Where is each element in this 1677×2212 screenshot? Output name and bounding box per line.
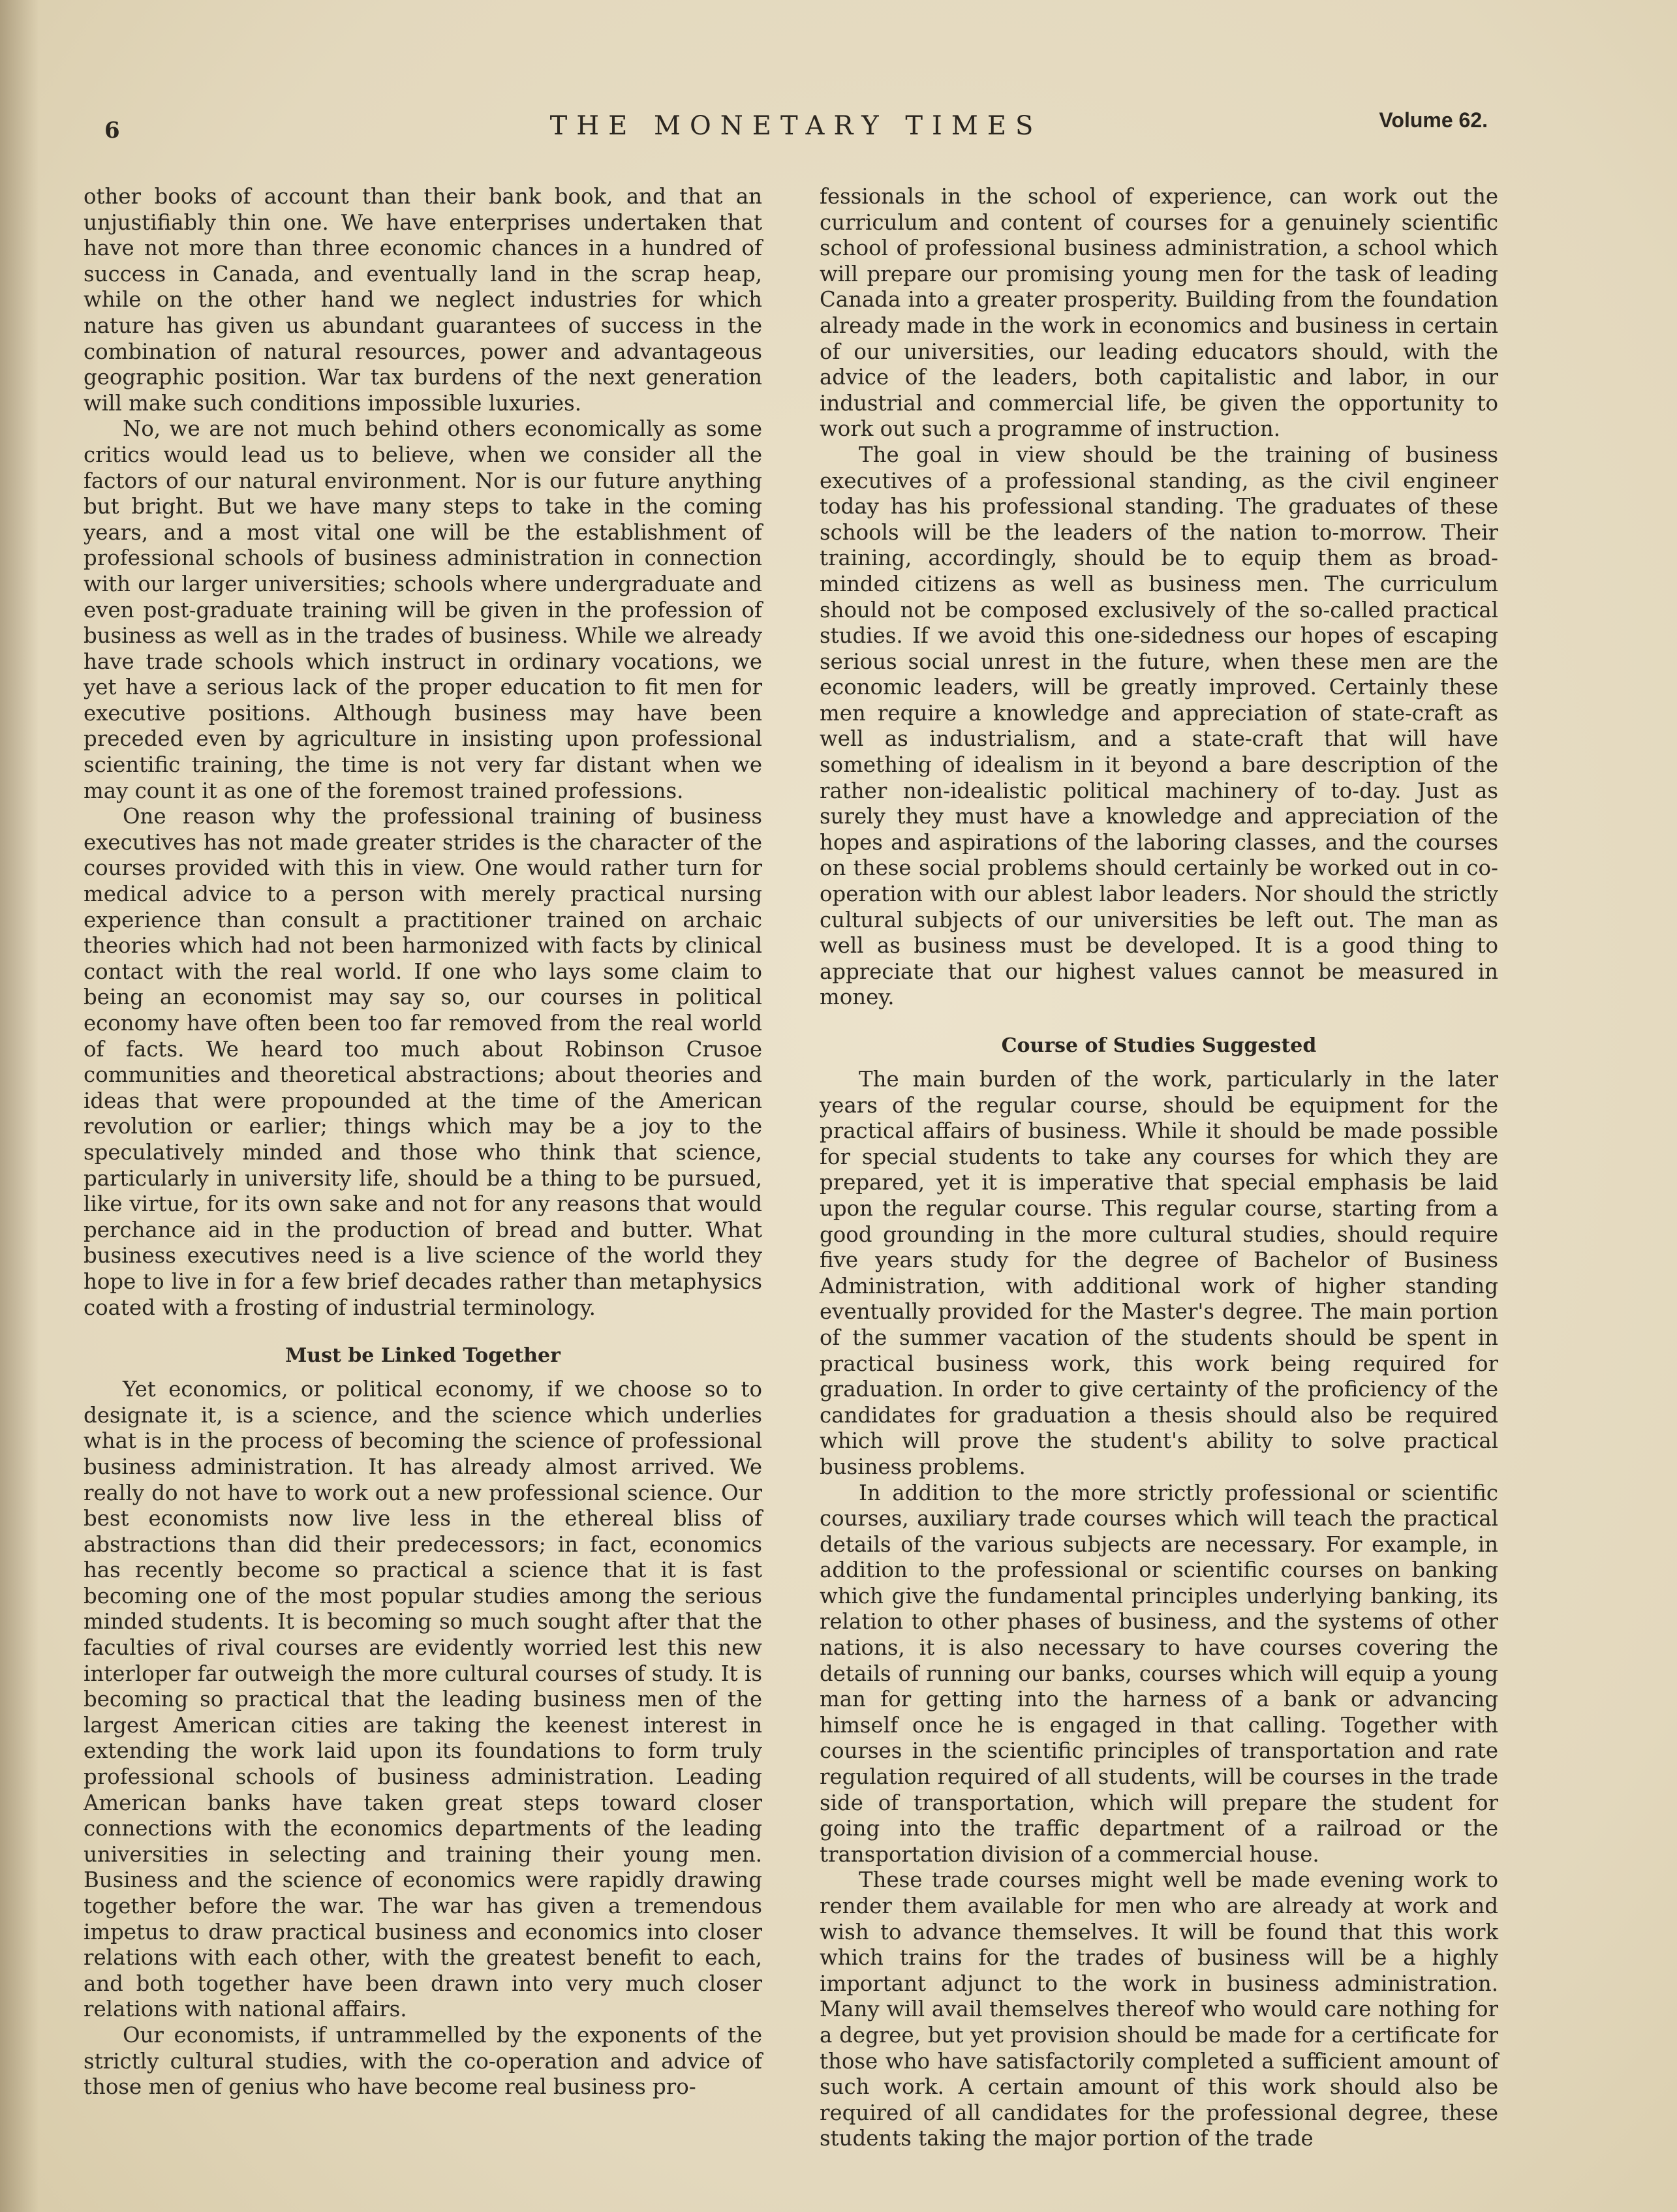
paragraph: In addition to the more strictly professional or scientific courses, auxiliary trade courses which will teach the practical details of the various subjects are necessary. For example, in addition to the professional or scientific courses on banking which give the fundamental principles underlying banking, its relation to other phases of business, and the systems of other nations, it is also necessary to have courses covering the details of running our banks, courses which will equip a young man for getting into the harness of a bank or advancing himself once he is engaged in that calling. Together with courses in the scientific principles of transportation and rate regulation required of all students, will be courses in the trade side of transportation, which will prepare the student for going into the traffic department of a railroad or the transportation division of a commercial house. — [820, 1480, 1498, 1867]
paragraph: These trade courses might well be made evening work to render them available for men who are already at work and wish to advance themselves. It will be found that this work which trains for the trades of business will be a highly important adjunct to the work in business administration. Many will avail themselves thereof who would care nothing for a degree, but yet provision should be made for a certificate for those who have satisfactorily completed a sufficient amount of such work. A certain amount of this work should also be required of all candidates for the professional degree, these students taking the major portion of the trade — [820, 1867, 1498, 2151]
paragraph: No, we are not much behind others economically as some critics would lead us to believe, when we consider all the factors of our natural environment. Nor is our future anything but bright. But we have many steps to take in the coming years, and a most vital one will be the establishment of professional schools of business administration in connection with our larger universities; schools where undergraduate and even post-graduate training will be given in the profession of business as well as in the trades of business. While we already have trade schools which instruct in ordinary vocations, we yet have a serious lack of the proper education to fit men for executive positions. Although business may have been preceded even by agriculture in insisting upon professional scientific training, the time is not very far distant when we may count it as one of the foremost trained professions. — [84, 416, 762, 803]
paragraph: Yet economics, or political economy, if we choose so to designate it, is a science, and the science which underlies what is in the process of becoming the science of professional business administration. It has already almost arrived. We really do not have to work out a new professional science. Our best economists now live less in the ethereal bliss of abstractions than did their predecessors; in fact, economics has recently become so practical a science that it is fast becoming one of the most popular studies among the serious minded students. It is becoming so much sought after that the faculties of rival courses are evidently worried lest this new interloper far outweigh the more cultural courses of study. It is becoming so practical that the leading business men of the largest American cities are taking the keenest interest in extending the work laid upon its foundations to form truly professional schools of business administration. Leading American banks have taken great steps toward closer connections with the economics departments of the leading universities in selecting and training their young men. Business and the science of economics were rapidly drawing together before the war. The war has given a tremendous impetus to draw practical business and economics into closer relations with each other, with the greatest benefit to each, and both together have been drawn into very much closer relations with national affairs. — [84, 1377, 762, 2022]
paragraph: fessionals in the school of experience, can work out the curriculum and content of courses for a genuinely scientific school of professional business administration, a school which will prepare our promising young men for the task of leading Canada into a greater prosperity. Building from the foundation already made in the work in economics and business in certain of our universities, our leading educators should, with the advice of the leaders, both capitalistic and labor, in our industrial and commercial life, be given the opportunity to work out such a programme of instruction. — [820, 184, 1498, 442]
page-header — [104, 104, 1488, 150]
right-column — [820, 184, 1498, 2152]
paragraph: Our economists, if untrammelled by the exponents of the strictly cultural studies, with the co-operation and advice of those men of genius who have become real business pro- — [84, 2022, 762, 2100]
binding-shadow — [0, 0, 39, 2212]
left-column — [84, 184, 762, 2100]
paragraph: other books of account than their bank book, and that an unjustifiably thin one. We have enterprises undertaken that have not more than three economic chances in a hundred of success in Canada, and eventually land in the scrap heap, while on the other hand we neglect industries for which nature has given us abundant guarantees of success in the combination of natural resources, power and advantageous geographic position. War tax burdens of the next generation will make such conditions impossible luxuries. — [84, 184, 762, 416]
masthead-title: THE MONETARY TIMES — [549, 111, 1043, 141]
volume-label: Volume 62. — [1379, 108, 1488, 132]
section-heading: Must be Linked Together — [285, 1344, 561, 1368]
section-heading: Course of Studies Suggested — [1001, 1034, 1317, 1057]
paragraph: The goal in view should be the training of business executives of a professional standing, as the civil engineer today has his professional standing. The graduates of these schools will be the leaders of the nation to-morrow. Their training, accordingly, should be to equip them as broad-minded citizens as well as business men. The curriculum should not be composed exclusively of the so-called practical studies. If we avoid this one-sidedness our hopes of escaping serious social unrest in the future, when these men are the economic leaders, will be greatly improved. Certainly these men require a knowledge and appreciation of state-craft as well as industrialism, and a state-craft that will have something of idealism in it beyond a bare description of the rather non-idealistic political machinery of to-day. Just as surely they must have a knowledge and appreciation of the hopes and aspirations of the laboring classes, and the courses on these social problems should certainly be worked out in co-operation with our ablest labor leaders. Nor should the strictly cultural subjects of our universities be left out. The man as well as business must be developed. It is a good thing to appreciate that our highest values cannot be measured in money. — [820, 442, 1498, 1010]
page-number: 6 — [104, 117, 120, 144]
paragraph: One reason why the professional training of business executives has not made greater strides is the character of the courses provided with this in view. One would rather turn for medical advice to a person with merely practical nursing experience than consult a practitioner trained on archaic theories which had not been harmonized with facts by clinical contact with the real world. If one who lays some claim to being an economist may say so, our courses in political economy have often been too far removed from the real world of facts. We heard too much about Robinson Crusoe communities and theoretical abstractions; about theories and ideas that were propounded at the time of the American revolution or earlier; things which may be a joy to the speculatively minded and those who think that science, particularly in university life, should be a thing to be pursued, like virtue, for its own sake and not for any reasons that would perchance aid in the production of bread and butter. What business executives need is a live science of the world they hope to live in for a few brief decades rather than metaphysics coated with a frosting of industrial terminology. — [84, 804, 762, 1320]
paragraph: The main burden of the work, particularly in the later years of the regular course, should be equipment for the practical affairs of business. While it should be made possible for special students to take any courses for which they are prepared, yet it is imperative that special emphasis be laid upon the regular course. This regular course, starting from a good grounding in the more cultural studies, should require five years study for the degree of Bachelor of Business Administration, with additional work of higher standing eventually provided for the Master's degree. The main portion of the summer vacation of the students should be spent in practical business work, this work being required for graduation. In order to give certainty of the proficiency of the candidates for graduation a thesis should also be required which will prove the student's ability to solve practical business problems. — [820, 1067, 1498, 1479]
